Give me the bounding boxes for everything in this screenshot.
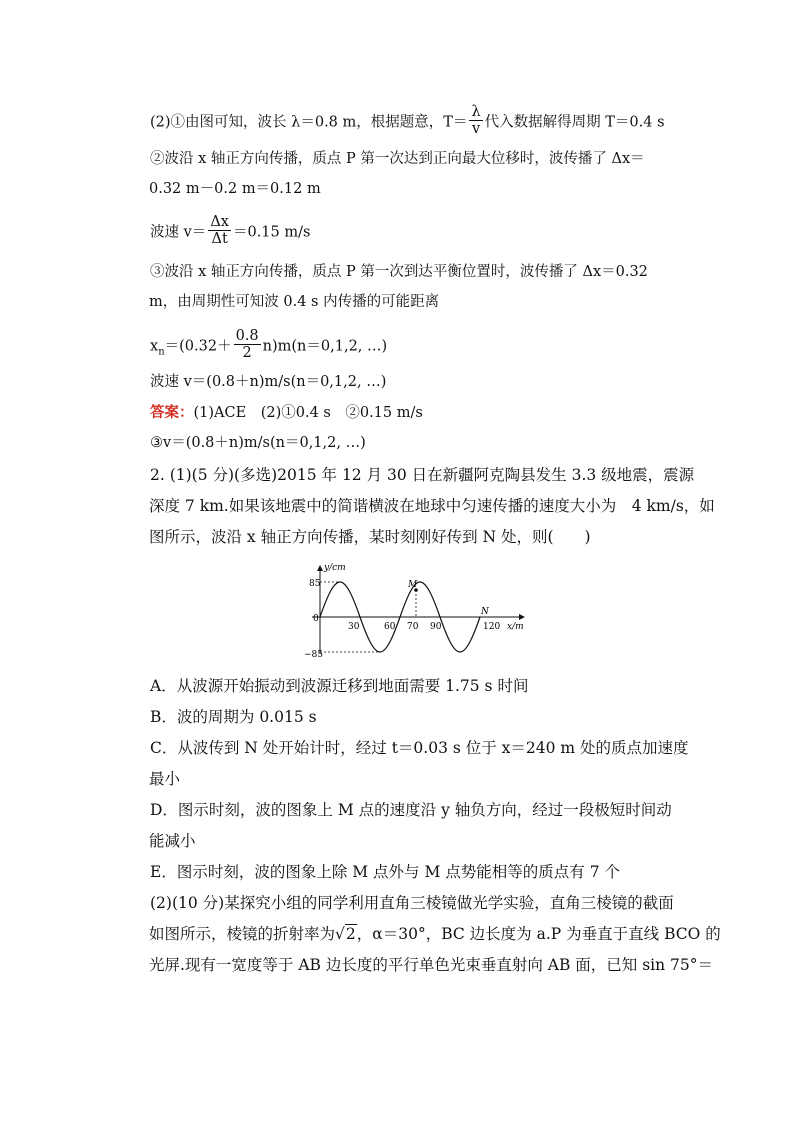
answer-line-1: 答案：(1)ACE (2)①0.4 s ②0.15 m/s — [150, 405, 423, 421]
solution-line-7: $x_n=(0.32+$ $\frac{0.8}{2}$ n)m(n＝0,1,2, …) — [150, 328, 388, 361]
x-tick-30: 30 — [348, 622, 360, 632]
option-b: B．波的周期为 0.015 s — [150, 708, 317, 726]
option-c-line-2: 最小 — [149, 770, 181, 788]
fraction-0.8-over-2: $\frac{0.8}{2}$ — [235, 328, 259, 361]
option-e: E．图示时刻，波的图象上除 M 点外与 M 点势能相等的质点有 7 个 — [150, 863, 620, 881]
solution-line-2: ②波沿 x 轴正方向传播，质点 P 第一次达到正向最大位移时，波传播了 Δx＝ — [150, 151, 645, 167]
option-c-line-1: C．从波传到 N 处开始计时，经过 t＝0.03 s 位于 x＝240 m 处的质点加速度 — [150, 739, 689, 757]
question-2b-line-3: 光屏.现有一宽度等于 AB 边长度的平行单色光束垂直射向 AB 面，已知 sin 75°＝ — [149, 956, 714, 974]
y-tick-neg85: −85 — [304, 650, 323, 660]
fraction-dx-over-dt: $\frac{\Delta x}{\Delta t}$ — [210, 214, 229, 247]
solution-line-4: 波速 v＝ $\frac{\Delta x}{\Delta t}$ ＝0.15 m/s — [150, 214, 311, 247]
y-axis-label: y/cm — [324, 563, 346, 573]
question-2-line-2: 深度 7 km.如果该地震中的简谐横波在地球中匀速传播的速度大小为 4 km/s，如 — [149, 497, 715, 515]
option-d-line-1: D．图示时刻，波的图象上 M 点的速度沿 y 轴负方向，经过一段极短时间动 — [150, 801, 672, 819]
option-d-line-2: 能减小 — [149, 832, 196, 850]
solution-line-3: 0.32 m－0.2 m＝0.12 m — [149, 181, 321, 197]
x-tick-90: 90 — [430, 622, 442, 632]
solution-line-5: ③波沿 x 轴正方向传播，质点 P 第一次到达平衡位置时，波传播了 Δx＝0.32 — [150, 264, 648, 280]
x-axis-label: x/m — [507, 622, 524, 632]
solution-line-8: 波速 v＝(0.8＋n)m/s(n＝0,1,2, …) — [150, 374, 387, 390]
x-tick-120: 120 — [483, 622, 501, 632]
question-2b-line-2: 如图所示，棱镜的折射率为√2，α＝30°，BC 边长度为 a.P 为垂直于直线 BCO 的 — [149, 925, 721, 943]
answer-label: 答案： — [150, 405, 194, 421]
answer-line-2: ③v＝(0.8＋n)m/s(n＝0,1,2, …) — [150, 435, 366, 451]
sqrt-2: √2 — [335, 925, 356, 943]
question-2b-line-1: (2)(10 分)某探究小组的同学利用直角三棱镜做光学实验，直角三棱镜的截面 — [150, 894, 674, 912]
question-2-line-1: 2. (1)(5 分)(多选)2015 年 12 月 30 日在新疆阿克陶县发生 3.3 级地震，震源 — [150, 466, 695, 484]
y-tick-85: 85 — [309, 579, 321, 589]
x-tick-70: 70 — [407, 622, 419, 632]
solution-line-1: (2)①由图可知，波长 λ＝0.8 m，根据题意，T＝ $\frac{\lambda}{v}$ 代入数据解得周期 T＝0.4 s — [150, 104, 665, 137]
wave-graph — [300, 558, 560, 663]
origin-label: 0 — [313, 614, 319, 624]
x-tick-60: 60 — [384, 622, 396, 632]
question-2-line-3: 图所示，波沿 x 轴正方向传播，某时刻刚好传到 N 处，则( ) — [149, 528, 591, 546]
point-n-label: N — [481, 607, 489, 617]
fraction-lambda-over-v: $\frac{\lambda}{v}$ — [471, 104, 481, 137]
solution-line-6: m，由周期性可知波 0.4 s 内传播的可能距离 — [149, 294, 440, 310]
point-m-label: M — [408, 580, 418, 590]
option-a: A．从波源开始振动到波源迁移到地面需要 1.75 s 时间 — [150, 677, 529, 695]
